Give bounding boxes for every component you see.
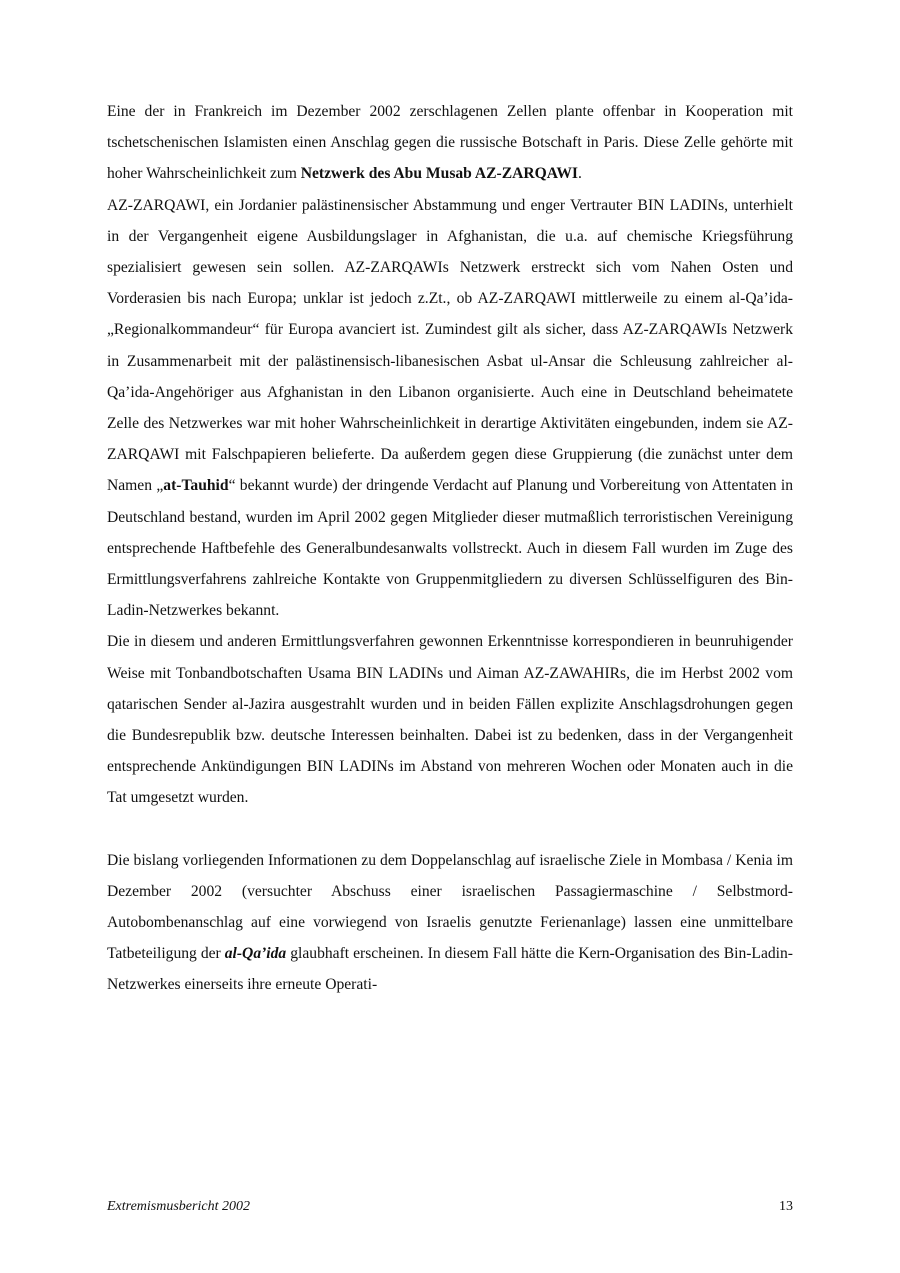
bold-term: Netzwerk des Abu Musab AZ-ZARQAWI	[300, 165, 578, 183]
bold-term: at-Tauhid	[163, 477, 229, 495]
paragraph-text: glaubhaft erscheinen. In diesem Fall hätte die Kern-Organisation des Bin-Ladin-Netzwerkes einerseits ihre erneute Operati-	[107, 945, 794, 994]
paragraph-zarqawi-cell	[107, 96, 793, 190]
paragraph-text: .	[578, 165, 582, 183]
footer-title: Extremismusbericht 2002	[107, 1199, 250, 1214]
paragraph-text: Eine der in Frankreich im Dezember 2002 zerschlagenen Zellen plante offenbar in Kooperation mit tschetschenischen Islamisten einen Anschlag gegen die russische Botschaft in Paris. Diese Zelle gehörte mit hoher Wahrscheinlichkeit zum	[107, 103, 793, 183]
document-body	[107, 96, 793, 1001]
paragraph-text: AZ-ZARQAWI, ein Jordanier palästinensischer Abstammung und enger Vertrauter BIN LADINs, unterhielt in der Vergangenheit eigene Ausbildungslager in Afghanistan, die u.a. auf chemische Kriegsführung spezialisiert gewesen sein sollen. AZ-ZARQAWIs Netzwerk erstreckt sich vom Nahen Osten und Vorderasien bis nach Europa; unklar ist jedoch z.Zt., ob AZ-ZARQAWI mittlerweile zu einem al-Qa’ida-„Regionalkommandeur“ für Europa avanciert ist. Zumindest gilt als sicher, dass AZ-ZARQAWIs Netzwerk in Zusammenarbeit mit der palästinensisch-libanesischen Asbat ul-Ansar die Schleusung zahlreicher al-Qa’ida-Angehöriger aus Afghanistan in den Libanon organisierte. Auch eine in Deutschland beheimatete Zelle des Netzwerkes war mit hoher Wahrscheinlichkeit in derartige Aktivitäten eingebunden, indem sie AZ-ZARQAWI mit Falschpapieren belieferte. Da außerdem gegen diese Gruppierung (die zunächst unter dem Namen „	[107, 196, 793, 495]
paragraph-tape-messages	[107, 626, 793, 813]
bold-italic-term: al-Qa’ida	[224, 945, 287, 963]
paragraph-text: “ bekannt wurde) der dringende Verdacht auf Planung und Vorbereitung von Attentaten in Deutschland bestand, wurden im April 2002 gegen Mitglieder dieser mutmaßlich terroristischen Vereinigung entsprechende Haftbefehle des Generalbundesanwalts vollstreckt. Auch in diesem Fall wurden im Zuge des Ermittlungsverfahrens zahlreiche Kontakte von Gruppenmitgliedern zu diversen Schlüsselfiguren des Bin-Ladin-Netzwerkes bekannt.	[107, 477, 793, 620]
paragraph-text: Die bislang vorliegenden Informationen zu dem Doppelanschlag auf israelische Ziele in Mombasa / Kenia im Dezember 2002 (versuchter Abschuss einer israelischen Passagiermaschine / Selbstmord-Autobombenanschlag auf eine vorwiegend von Israelis genutzte Ferienanlage) lassen eine unmittelbare Tatbeteiligung der	[107, 851, 793, 963]
paragraph-spacer	[107, 814, 793, 845]
page-number: 13	[779, 1199, 793, 1214]
paragraph-text: Die in diesem und anderen Ermittlungsverfahren gewonnen Erkenntnisse korrespondieren in beunruhigender Weise mit Tonbandbotschaften Usama BIN LADINs und Aiman AZ-ZAWAHIRs, die im Herbst 2002 vom qatarischen Sender al-Jazira ausgestrahlt wurden und in beiden Fällen explizite Anschlagsdrohungen gegen die Bundesrepublik bzw. deutsche Interessen beinhalten. Dabei ist zu bedenken, dass in der Vergangenheit entsprechende Ankündigungen BIN LADINs im Abstand von mehreren Wochen oder Monaten auch in die Tat umgesetzt wurden.	[107, 633, 793, 807]
paragraph-zarqawi-network	[107, 190, 793, 627]
paragraph-mombasa	[107, 845, 793, 1001]
